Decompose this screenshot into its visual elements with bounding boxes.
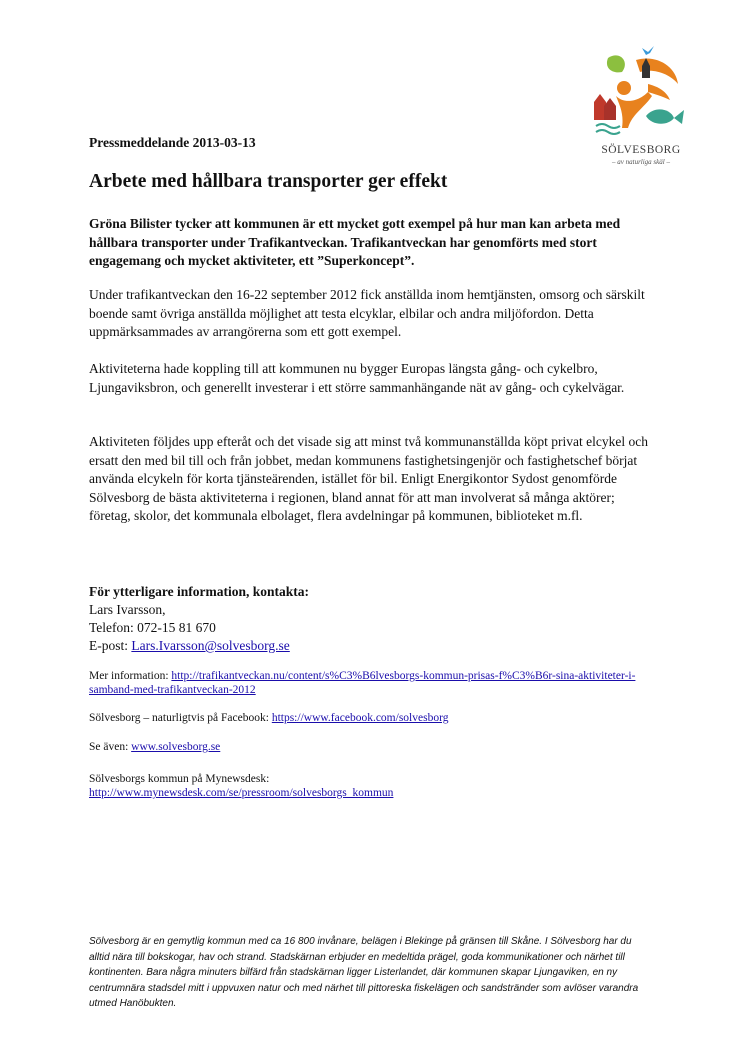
logo-emblem-icon — [590, 44, 692, 144]
mynewsdesk-label: Sölvesborgs kommun på Mynewsdesk: — [89, 773, 270, 785]
footer-boilerplate: Sölvesborg är en gemytlig kommun med ca 16 800 invånare, belägen i Blekinge på gränsen till Skåne. I Sölvesborg har du alltid nära till bokskogar, hav och strand. Stadskärnan erbjuder en medeltida prägel, goda kommunikationer och närhet till kontinenten. Bara några minuters bilfärd från stadskärnan ligger Listerlandet, där kommunen skapar Ljungaviken, en ny centrumnära stadsdel mitt i uppvuxen natur och med närhet till pittoreska fiskelägen och sandstränder som avlöser varandra utmed Hanöbukten. — [89, 936, 639, 1009]
body-paragraph-3: Aktiviteten följdes upp efteråt och det visade sig att minst två kommunanställda köpt privat elcykel och ersatt den med bil till och från jobbet, medan kommunens fastighetsingenjör och fastighetschef börjat använda elcykeln för korta tjänsteärenden, istället för bil. Enligt Energikontor Sydost genomförde Sölvesborg de bästa aktiviteterna i regionen, bland annat för att man involverat så många aktörer; företag, skolor, det kommunala elbolaget, flera avdelningar på kommunen, biblioteket m.fl. — [89, 434, 648, 523]
facebook-line — [89, 711, 669, 725]
body-paragraph-1: Under trafikantveckan den 16-22 september 2012 fick anställda inom hemtjänsten, omsorg och särskilt boende samt övriga anställda möjlighet att testa elcyklar, elbilar och andra miljöfordon. Detta uppmärksammades av arrangörerna som ett gott exempel. — [89, 287, 645, 339]
website-link[interactable]: www.solvesborg.se — [131, 741, 221, 753]
contact-heading: För ytterligare information, kontakta: — [89, 584, 309, 599]
press-release-date: Pressmeddelande 2013-03-13 — [89, 135, 256, 150]
see-also-line — [89, 740, 669, 754]
more-info-link-continued[interactable]: samband-med-trafikantveckan-2012 — [89, 684, 256, 696]
contact-block — [89, 583, 309, 655]
contact-phone: Telefon: 072-15 81 670 — [89, 620, 216, 635]
contact-name: Lars Ivarsson, — [89, 602, 166, 617]
facebook-label: Sölvesborg – naturligtvis på Facebook: — [89, 712, 272, 724]
more-info-link[interactable]: http://trafikantveckan.nu/content/s%C3%B6lvesborgs-kommun-prisas-f%C3%B6r-sina-aktiviteter-i- — [171, 670, 636, 682]
mynewsdesk-block — [89, 772, 669, 800]
facebook-link[interactable]: https://www.facebook.com/solvesborg — [271, 712, 449, 724]
body-paragraph-2: Aktiviteterna hade koppling till att kommunen nu bygger Europas längsta gång- och cykelbro, Ljungaviksbron, och generellt investerar i ett större sammanhängande nät av gång- och cykelvägar. — [89, 361, 625, 395]
more-info-label: Mer information: — [89, 670, 172, 682]
logo-name: SÖLVESBORG — [601, 144, 681, 156]
contact-email-line — [89, 637, 309, 655]
see-also-label: Se även: — [89, 741, 132, 753]
headline: Arbete med hållbara transporter ger effekt — [89, 171, 448, 192]
logo-tagline: – av naturliga skäl – — [612, 158, 670, 166]
municipality-logo — [590, 44, 692, 174]
contact-email-link[interactable]: Lars.Ivarsson@solvesborg.se — [131, 638, 290, 653]
mynewsdesk-link[interactable]: http://www.mynewsdesk.com/se/pressroom/solvesborgs_kommun — [89, 787, 394, 799]
more-info — [89, 669, 669, 697]
contact-email-label: E-post: — [89, 638, 132, 653]
lead-paragraph: Gröna Bilister tycker att kommunen är ett mycket gott exempel på hur man kan arbeta med hållbara transporter under Trafikantveckan. Trafikantveckan har genomförts med stort engagemang och mycket aktiviteter, ett ”Superkoncept”. — [89, 216, 621, 268]
